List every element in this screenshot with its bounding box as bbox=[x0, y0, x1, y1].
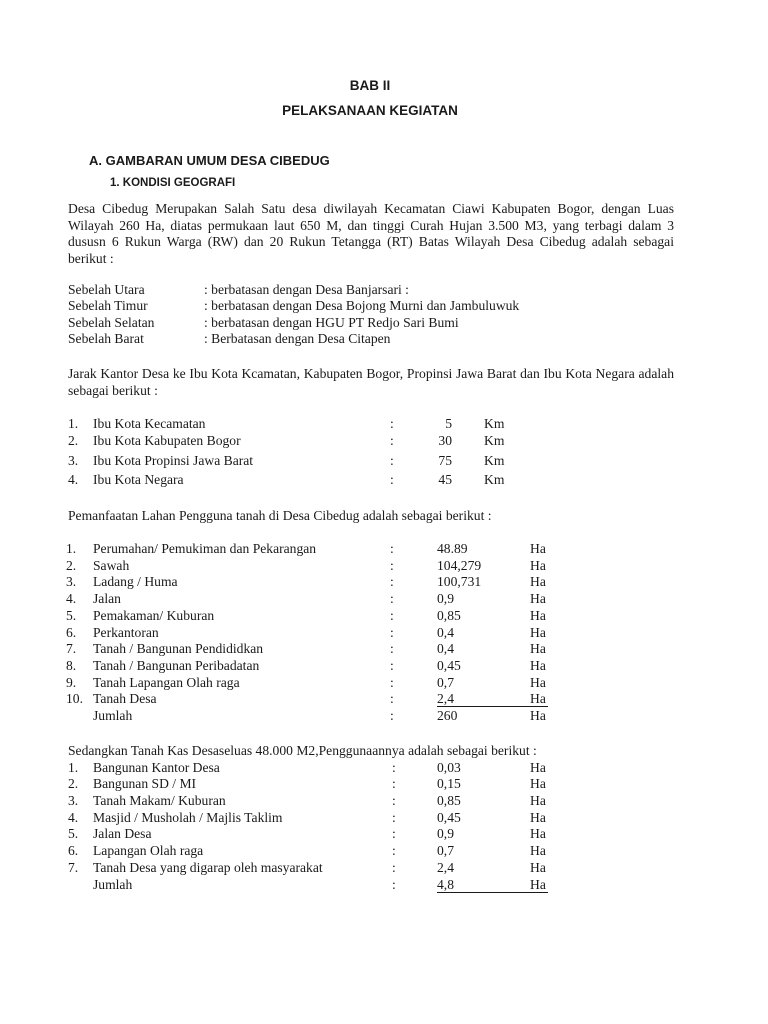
kas-row-value: 0,45 bbox=[437, 810, 461, 825]
kas-row-name: Masjid / Musholah / Majlis Taklim bbox=[93, 810, 283, 825]
chapter-title: PELAKSANAAN KEGIATAN bbox=[282, 103, 458, 118]
landuse-row-colon: : bbox=[390, 708, 394, 723]
kas-row bbox=[0, 877, 768, 894]
kas-row-value: 4,8 bbox=[437, 877, 454, 892]
kas-row-unit: Ha bbox=[530, 826, 546, 841]
landuse-row-unit: Ha bbox=[530, 624, 546, 640]
subsection-heading: 1. KONDISI GEOGRAFI bbox=[110, 177, 236, 189]
landuse-row-value: 0,85 bbox=[437, 607, 461, 623]
distance-row-name: Ibu Kota Propinsi Jawa Barat bbox=[93, 453, 254, 468]
kas-row bbox=[0, 843, 768, 860]
distance-row-value: 75 bbox=[438, 453, 452, 468]
border-desc: : berbatasan dengan HGU PT Redjo Sari Bumi bbox=[204, 315, 459, 330]
landuse-row-colon: : bbox=[390, 624, 394, 640]
border-row bbox=[0, 331, 768, 348]
distance-paragraph: Jarak Kantor Desa ke Ibu Kota Kcamatan, Kabupaten Bogor, Propinsi Jawa Barat dan Ibu Kota Negara adalah sebagai berikut : bbox=[68, 366, 674, 398]
distance-row-value: 45 bbox=[438, 472, 452, 487]
distance-row-unit: Km bbox=[484, 433, 505, 448]
kas-paragraph: Sedangkan Tanah Kas Desaseluas 48.000 M2,Penggunaannya adalah sebagai berikut : bbox=[68, 743, 537, 758]
landuse-row-unit: Ha bbox=[530, 708, 546, 723]
kas-row-value: 0,7 bbox=[437, 843, 454, 858]
kas-row bbox=[0, 776, 768, 793]
landuse-row-name: Tanah Lapangan Olah raga bbox=[93, 674, 240, 690]
landuse-row-value: 2,4 bbox=[437, 691, 454, 707]
border-desc: : berbatasan dengan Desa Bojong Murni dan Jambuluwuk bbox=[204, 298, 520, 313]
distance-row-unit: Km bbox=[484, 472, 505, 487]
landuse-row-value: 260 bbox=[437, 708, 458, 723]
landuse-row-value: 104,279 bbox=[437, 557, 482, 573]
landuse-paragraph: Pemanfaatan Lahan Pengguna tanah di Desa Cibedug adalah sebagai berikut : bbox=[68, 508, 492, 523]
distance-row-no: 2. bbox=[68, 433, 79, 448]
border-side: Sebelah Timur bbox=[68, 298, 148, 313]
landuse-row-value: 0,7 bbox=[437, 674, 454, 690]
landuse-row-colon: : bbox=[390, 674, 394, 690]
landuse-row bbox=[0, 558, 768, 575]
landuse-row-no: 4. bbox=[66, 591, 77, 607]
landuse-row-name: Perkantoran bbox=[93, 624, 159, 640]
kas-row-unit: Ha bbox=[530, 810, 546, 825]
border-side: Sebelah Utara bbox=[68, 282, 145, 297]
landuse-row bbox=[0, 574, 768, 591]
kas-row-no: 5. bbox=[68, 826, 79, 841]
border-row bbox=[0, 298, 768, 315]
kas-row-unit: Ha bbox=[530, 843, 546, 858]
kas-row bbox=[0, 760, 768, 777]
landuse-row-no: 10. bbox=[66, 691, 83, 707]
landuse-row-unit: Ha bbox=[530, 657, 546, 673]
kas-row-no: 4. bbox=[68, 810, 79, 825]
border-side: Sebelah Selatan bbox=[68, 315, 155, 330]
kas-row-no: 3. bbox=[68, 793, 79, 808]
landuse-row-unit: Ha bbox=[530, 607, 546, 623]
distance-row-no: 4. bbox=[68, 472, 79, 487]
landuse-row-name: Tanah / Bangunan Peribadatan bbox=[93, 657, 260, 673]
border-desc: : berbatasan dengan Desa Banjarsari : bbox=[204, 282, 409, 297]
kas-row-name: Jumlah bbox=[93, 877, 133, 892]
landuse-row-unit: Ha bbox=[530, 641, 546, 657]
landuse-row bbox=[0, 708, 768, 725]
intro-paragraph: Desa Cibedug Merupakan Salah Satu desa diwilayah Kecamatan Ciawi Kabupaten Bogor, dengan Luas Wilayah 260 Ha, diatas permukaan laut 650 M, dan tinggi Curah Hujan 3.500 M3, yang terbagi dalam 3 dususn 6 Rukun Warga (RW) dan 20 Rukun Tetangga (RT) Batas Wilayah Desa Cibedug adalah sebagai berikut : bbox=[68, 201, 674, 266]
kas-row-name: Bangunan SD / MI bbox=[93, 776, 197, 791]
landuse-row-no: 5. bbox=[66, 607, 77, 623]
distance-row-no: 3. bbox=[68, 453, 79, 468]
landuse-row bbox=[0, 675, 768, 692]
landuse-row bbox=[0, 658, 768, 675]
kas-row-unit: Ha bbox=[530, 760, 546, 775]
kas-row-colon: : bbox=[392, 843, 396, 858]
kas-row-name: Bangunan Kantor Desa bbox=[93, 760, 220, 775]
landuse-row-unit: Ha bbox=[530, 574, 546, 590]
kas-row bbox=[0, 793, 768, 810]
landuse-row-colon: : bbox=[390, 641, 394, 657]
distance-row bbox=[0, 416, 768, 433]
landuse-row-value: 0,4 bbox=[437, 624, 454, 640]
section-heading: A. GAMBARAN UMUM DESA CIBEDUG bbox=[89, 153, 330, 168]
landuse-row-name: Tanah Desa bbox=[93, 691, 157, 707]
landuse-row-value: 0,45 bbox=[437, 657, 461, 673]
chapter-number: BAB II bbox=[349, 78, 391, 93]
landuse-row-colon: : bbox=[390, 557, 394, 573]
kas-row-name: Lapangan Olah raga bbox=[93, 843, 204, 858]
kas-row-no: 2. bbox=[68, 776, 79, 791]
distance-row-colon: : bbox=[390, 472, 394, 487]
landuse-row-value: 100,731 bbox=[437, 574, 482, 590]
distance-row-name: Ibu Kota Negara bbox=[93, 472, 184, 487]
kas-row-no: 1. bbox=[68, 760, 79, 775]
landuse-row-no: 2. bbox=[66, 557, 77, 573]
landuse-row-colon: : bbox=[390, 541, 394, 556]
kas-row-value: 0,15 bbox=[437, 776, 461, 791]
landuse-row-no: 6. bbox=[66, 624, 77, 640]
distance-row-unit: Km bbox=[484, 453, 505, 468]
kas-row-unit: Ha bbox=[530, 877, 546, 892]
landuse-row-unit: Ha bbox=[530, 674, 546, 690]
landuse-row-name: Pemakaman/ Kuburan bbox=[93, 607, 215, 623]
landuse-row bbox=[0, 691, 768, 708]
landuse-row-unit: Ha bbox=[530, 591, 546, 607]
kas-row-name: Tanah Makam/ Kuburan bbox=[93, 793, 226, 808]
kas-row-colon: : bbox=[392, 860, 396, 875]
kas-row bbox=[0, 826, 768, 843]
landuse-row-name: Tanah / Bangunan Pendididkan bbox=[93, 641, 264, 657]
distance-row bbox=[0, 433, 768, 450]
landuse-row-value: 0,4 bbox=[437, 641, 454, 657]
distance-row-name: Ibu Kota Kecamatan bbox=[93, 416, 206, 431]
kas-row-unit: Ha bbox=[530, 793, 546, 808]
landuse-row bbox=[0, 641, 768, 658]
distance-row bbox=[0, 453, 768, 470]
distance-row-colon: : bbox=[390, 453, 394, 468]
landuse-row-name: Jalan bbox=[93, 591, 121, 607]
landuse-row-colon: : bbox=[390, 607, 394, 623]
distance-row-colon: : bbox=[390, 416, 394, 431]
kas-row-no: 7. bbox=[68, 860, 79, 875]
distance-row-value: 30 bbox=[438, 433, 452, 448]
kas-row-colon: : bbox=[392, 776, 396, 791]
distance-row-unit: Km bbox=[484, 416, 505, 431]
kas-row-no: 6. bbox=[68, 843, 79, 858]
landuse-row-value: 48.89 bbox=[437, 541, 468, 556]
landuse-row-colon: : bbox=[390, 691, 394, 707]
landuse-row-colon: : bbox=[390, 657, 394, 673]
kas-row-value: 0,9 bbox=[437, 826, 454, 841]
landuse-row bbox=[0, 541, 768, 558]
distance-row-no: 1. bbox=[68, 416, 79, 431]
kas-row-value: 0,03 bbox=[437, 760, 461, 775]
kas-row-colon: : bbox=[392, 760, 396, 775]
landuse-row-no: 1. bbox=[66, 541, 77, 556]
landuse-row-no: 3. bbox=[66, 574, 77, 590]
distance-row-value: 5 bbox=[445, 416, 452, 431]
landuse-row-colon: : bbox=[390, 591, 394, 607]
border-side: Sebelah Barat bbox=[68, 331, 144, 346]
landuse-row-unit: Ha bbox=[530, 541, 546, 556]
kas-row bbox=[0, 810, 768, 827]
landuse-row-colon: : bbox=[390, 574, 394, 590]
landuse-row-name: Ladang / Huma bbox=[93, 574, 178, 590]
sum-underline bbox=[437, 892, 548, 893]
kas-row-unit: Ha bbox=[530, 860, 546, 875]
landuse-row-no: 8. bbox=[66, 657, 77, 673]
kas-row-unit: Ha bbox=[530, 776, 546, 791]
kas-row-colon: : bbox=[392, 810, 396, 825]
landuse-row bbox=[0, 608, 768, 625]
distance-row-name: Ibu Kota Kabupaten Bogor bbox=[93, 433, 241, 448]
landuse-row-no: 7. bbox=[66, 641, 77, 657]
landuse-row bbox=[0, 591, 768, 608]
kas-row-value: 0,85 bbox=[437, 793, 461, 808]
distance-row bbox=[0, 472, 768, 489]
kas-row-colon: : bbox=[392, 793, 396, 808]
landuse-row-unit: Ha bbox=[530, 691, 546, 707]
kas-row bbox=[0, 860, 768, 877]
border-row bbox=[0, 282, 768, 299]
border-desc: : Berbatasan dengan Desa Citapen bbox=[204, 331, 391, 346]
kas-row-colon: : bbox=[392, 826, 396, 841]
distance-row-colon: : bbox=[390, 433, 394, 448]
kas-row-name: Tanah Desa yang digarap oleh masyarakat bbox=[93, 860, 323, 875]
landuse-row-no: 9. bbox=[66, 674, 77, 690]
kas-row-value: 2,4 bbox=[437, 860, 454, 875]
landuse-row-unit: Ha bbox=[530, 557, 546, 573]
landuse-row-name: Sawah bbox=[93, 557, 130, 573]
border-row bbox=[0, 315, 768, 332]
kas-row-colon: : bbox=[392, 877, 396, 892]
landuse-row-value: 0,9 bbox=[437, 591, 454, 607]
landuse-row-name: Jumlah bbox=[93, 708, 133, 723]
landuse-row-name: Perumahan/ Pemukiman dan Pekarangan bbox=[93, 541, 317, 556]
landuse-row bbox=[0, 625, 768, 642]
kas-row-name: Jalan Desa bbox=[93, 826, 152, 841]
